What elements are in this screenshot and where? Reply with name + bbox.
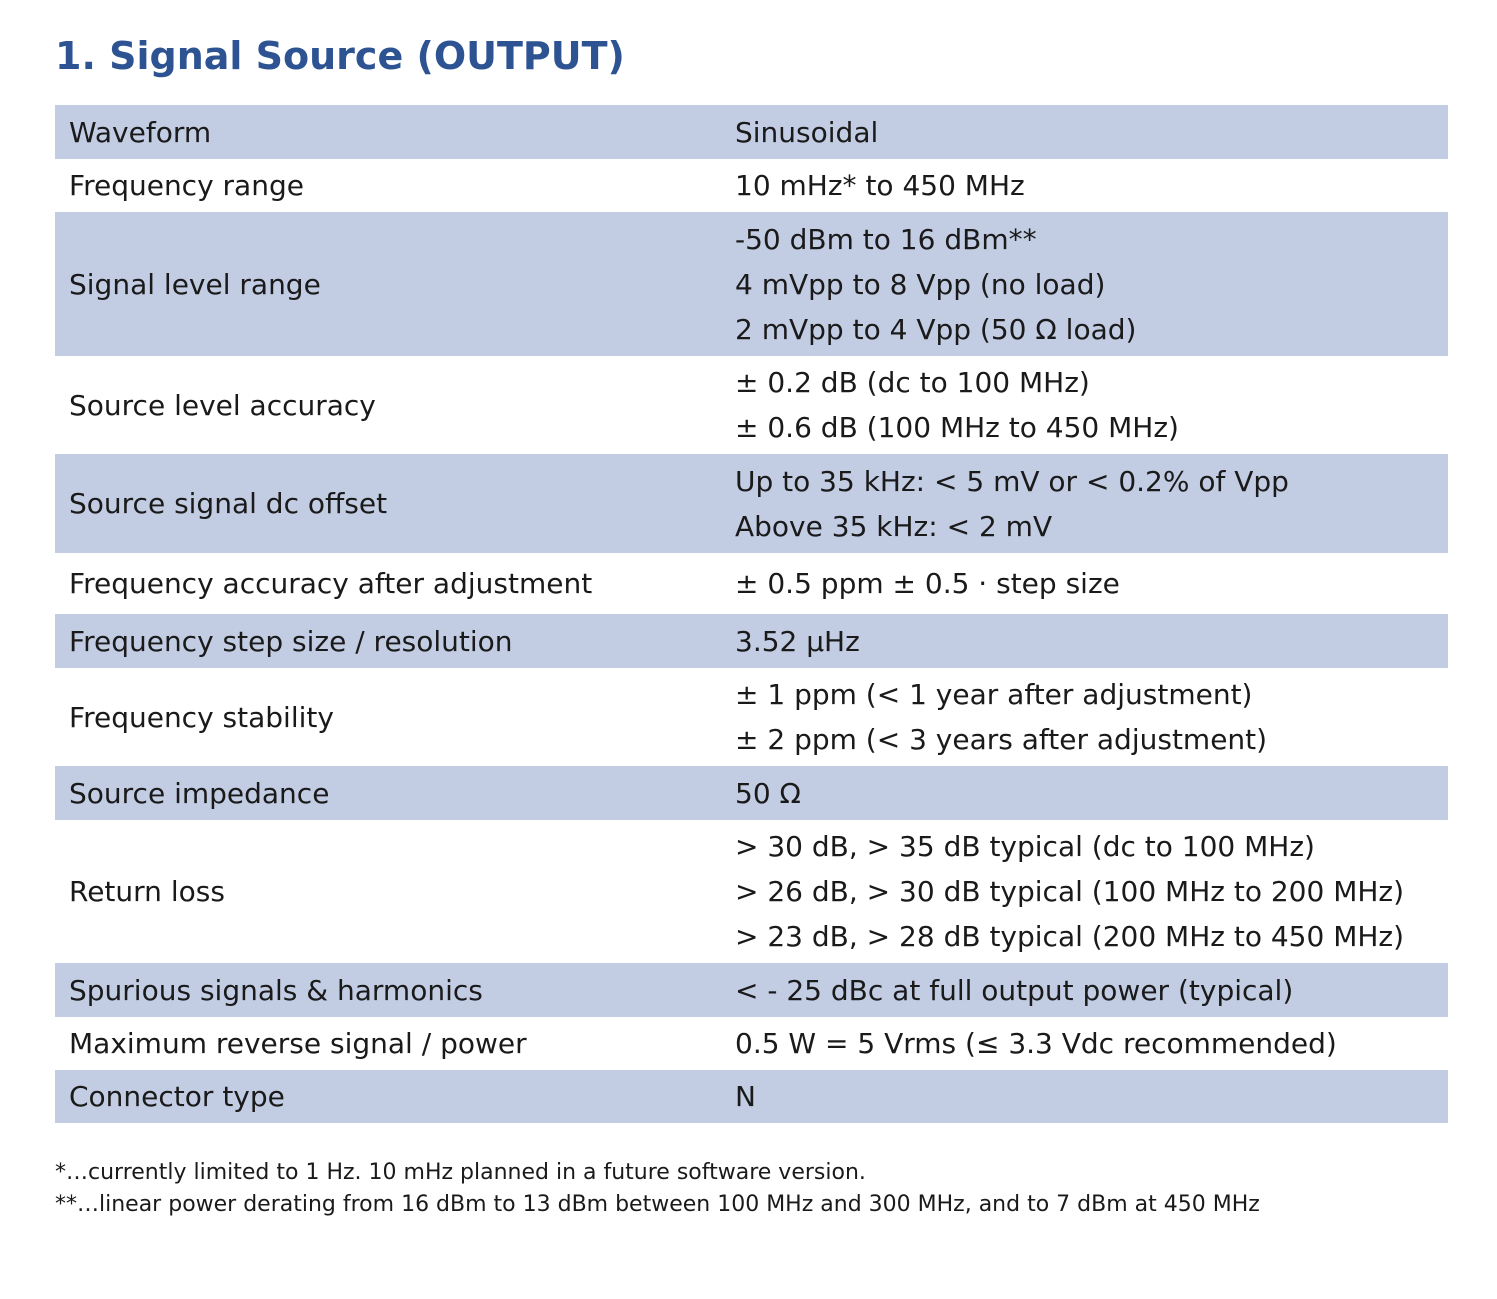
table-row [55,105,1448,159]
row-label: Connector type [69,1080,285,1113]
row-label: Frequency accuracy after adjustment [69,567,593,600]
footnotes [55,1157,1260,1221]
footnote: *…currently limited to 1 Hz. 10 mHz planned in a future software version. [55,1160,866,1185]
row-value [735,561,1448,606]
table-row [55,820,1448,963]
row-label: Frequency step size / resolution [69,624,513,658]
table-row [55,212,1448,356]
value-line: ± 0.5 ppm ± 0.5 · step size [735,567,1120,600]
value-line: > 30 dB, > 35 dB typical (dc to 100 MHz) [735,830,1315,863]
row-value [735,459,1448,549]
table-row [55,159,1448,212]
row-value [735,672,1448,762]
page-title: 1. Signal Source (OUTPUT) [55,34,625,78]
row-label: Signal level range [69,267,321,301]
row-label: Return loss [69,875,225,908]
row-value [735,824,1448,959]
value-line: < - 25 dBc at full output power (typical) [735,973,1294,1007]
row-value [735,968,1448,1013]
footnote: **…linear power derating from 16 dBm to 13 dBm between 100 MHz and 300 MHz, and to 7 dBm at 450 MHz [55,1192,1260,1217]
spec-table [55,105,1448,1123]
value-line: ± 0.6 dB (100 MHz to 450 MHz) [735,411,1179,444]
value-line: 50 Ω [735,776,801,810]
value-line: 0.5 W = 5 Vrms (≤ 3.3 Vdc recommended) [735,1027,1337,1060]
table-row [55,1070,1448,1123]
value-line: Up to 35 kHz: < 5 mV or < 0.2% of Vpp [735,464,1289,498]
value-line: 4 mVpp to 8 Vpp (no load) [735,267,1106,301]
row-label: Frequency stability [69,700,334,734]
value-line: -50 dBm to 16 dBm** [735,222,1037,256]
row-value [735,1021,1448,1066]
row-label: Maximum reverse signal / power [69,1027,527,1060]
row-value [735,217,1448,352]
value-line: N [735,1080,756,1113]
value-line: > 23 dB, > 28 dB typical (200 MHz to 450 MHz) [735,920,1405,953]
row-label: Source level accuracy [69,388,376,422]
value-line: Sinusoidal [735,115,879,149]
row-value [735,163,1448,208]
row-label: Waveform [69,115,212,149]
row-label: Source signal dc offset [69,487,388,520]
table-row [55,1017,1448,1070]
row-label: Source impedance [69,776,330,810]
value-line: 10 mHz* to 450 MHz [735,169,1025,202]
value-line: Above 35 kHz: < 2 mV [735,509,1053,543]
value-line: ± 2 ppm (< 3 years after adjustment) [735,723,1268,756]
row-value [735,619,1448,664]
table-row [55,963,1448,1017]
value-line: 2 mVpp to 4 Vpp (50 Ω load) [735,312,1137,346]
table-row [55,614,1448,668]
row-value [735,360,1448,450]
table-row [55,553,1448,614]
table-row [55,454,1448,553]
table-row [55,356,1448,454]
value-line: ± 0.2 dB (dc to 100 MHz) [735,366,1090,399]
row-label: Spurious signals & harmonics [69,973,483,1007]
row-value [735,110,1448,155]
row-value [735,771,1448,816]
value-line: > 26 dB, > 30 dB typical (100 MHz to 200 MHz) [735,875,1405,908]
table-row [55,766,1448,820]
row-label: Frequency range [69,169,304,202]
value-line: ± 1 ppm (< 1 year after adjustment) [735,678,1253,711]
row-value [735,1074,1448,1119]
table-row [55,668,1448,766]
value-line: 3.52 µHz [735,624,860,658]
